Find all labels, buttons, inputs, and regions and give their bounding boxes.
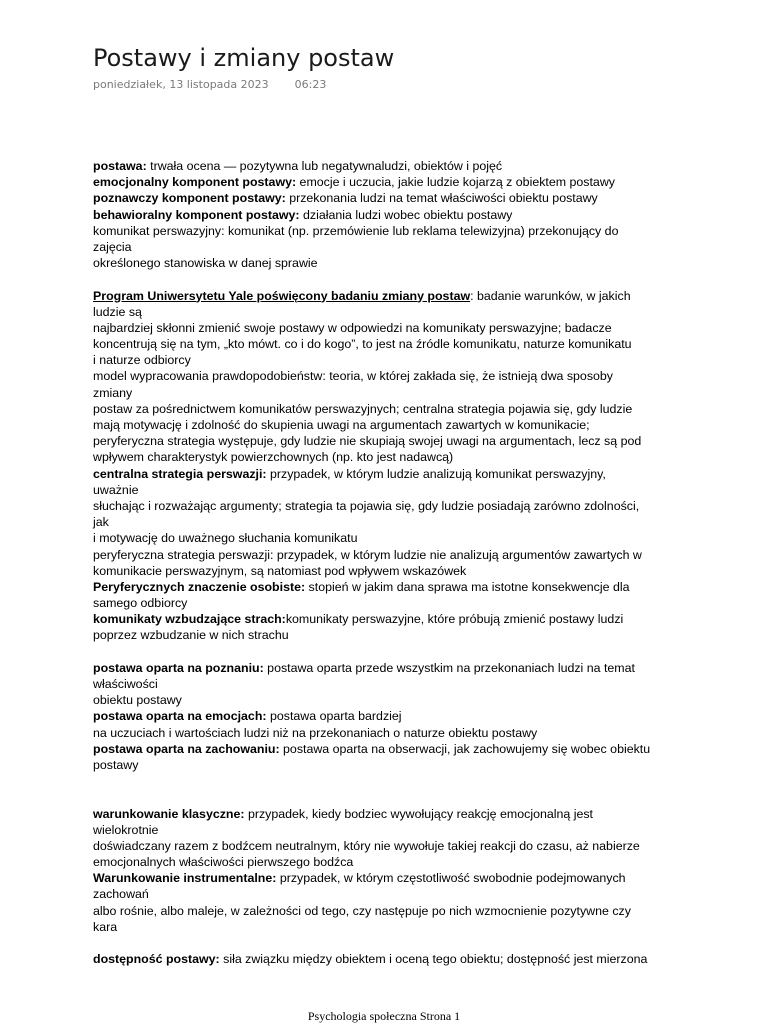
term-label: komunikaty wzbudzające strach: (93, 612, 286, 627)
note-body (93, 158, 683, 967)
line-text: i naturze odbiorcy (93, 353, 191, 368)
term-label: emocjonalny komponent postawy: (93, 175, 297, 190)
text-line (93, 838, 683, 854)
text-line (93, 401, 683, 417)
text-line (93, 223, 683, 239)
line-text: i motywację do uważnego słuchania komunikatu (93, 531, 358, 546)
line-text: samego odbiorcy (93, 596, 188, 611)
text-line (93, 660, 683, 676)
term-label: postawa oparta na zachowaniu: (93, 741, 280, 756)
paragraph-gap (93, 773, 683, 805)
text-line (93, 919, 683, 935)
text-line (93, 741, 683, 757)
term-label: Warunkowanie instrumentalne: (93, 871, 277, 886)
line-text: słuchając i rozważając argumenty; strategia ta pojawia się, gdy ludzie posiadają zarówno zdolności, (93, 498, 640, 513)
text-line (93, 692, 683, 708)
text-line (93, 239, 683, 255)
line-text: doświadczany razem z bodźcem neutralnym, który nie wywołuje takiej reakcji do czasu, aż nabierze (93, 838, 640, 853)
line-text: poprzez wzbudzanie w nich strachu (93, 628, 289, 643)
text-line (93, 725, 683, 741)
text-line (93, 304, 683, 320)
line-text: ludzie są (93, 304, 142, 319)
line-text: komunikaty perswazyjne, które próbują zmienić postawy ludzi (285, 612, 624, 627)
text-line (93, 611, 683, 627)
line-text: uważnie (93, 482, 139, 497)
line-text: kara (93, 919, 118, 934)
line-text: komunikat perswazyjny: komunikat (np. przemówienie lub reklama telewizyjna) przekonujący do (93, 223, 619, 238)
line-text: postawa oparta przede wszystkim na przekonaniach ludzi na temat (263, 660, 635, 675)
text-line (93, 563, 683, 579)
term-label: warunkowanie klasyczne: (93, 806, 245, 821)
term-label: behawioralny komponent postawy: (93, 207, 300, 222)
line-text: mają motywację i zdolność do skupienia uwagi na argumentach zawartych w komunikacie; (93, 418, 590, 432)
text-line (93, 806, 683, 822)
line-text: siła związku między obiektem i oceną tego obiektu; dostępność jest mierzona (219, 952, 648, 967)
line-text: zajęcia (93, 239, 132, 254)
term-label: centralna strategia perswazji: (93, 466, 267, 481)
line-text: zmiany (93, 385, 133, 400)
page-time: 06:23 (294, 78, 327, 91)
text-line (93, 951, 683, 967)
line-text: przypadek, w którym częstotliwość swobodnie podejmowanych (276, 871, 626, 886)
page-date: poniedziałek, 13 listopada 2023 (93, 78, 269, 91)
line-text: : badanie warunków, w jakich (470, 288, 631, 303)
text-line (93, 174, 683, 190)
line-text: najbardziej skłonni zmienić swoje postawy w odpowiedzi na komunikaty perswazyjne; badacze (93, 320, 612, 335)
line-text: wielokrotnie (93, 822, 159, 837)
text-line (93, 288, 683, 304)
term-label: postawa: (93, 159, 147, 173)
text-line (93, 498, 683, 514)
line-text: zachowań (93, 887, 149, 902)
line-text: albo rośnie, albo maleje, w zależności od tego, czy następuje po nich wzmocnienie pozytywne czy (93, 903, 631, 918)
line-text: postawa oparta bardziej (266, 709, 402, 724)
text-line (93, 336, 683, 352)
page-meta (93, 78, 326, 91)
line-text: przypadek, kiedy bodziec wywołujący reakcję emocjonalną jest (244, 806, 594, 821)
term-label: poznawczy komponent postawy: (93, 191, 286, 206)
line-text: trwała ocena — pozytywna lub negatywnaludzi, obiektów i pojęć (146, 159, 503, 173)
line-text: przypadek, w którym ludzie analizują komunikat perswazyjny, (266, 466, 606, 481)
text-line (93, 579, 683, 595)
text-line (93, 352, 683, 368)
text-line (93, 547, 683, 563)
line-text: wpływem charakterystyk powierzchownych (np. kto jest nadawcą) (93, 450, 454, 465)
line-text: postawa oparta na obserwacji, jak zachowujemy się wobec obiektu (279, 741, 651, 756)
page-title: Postawy i zmiany postaw (93, 44, 395, 72)
paragraph-gap (93, 935, 683, 951)
line-text: peryferyczna strategia występuje, gdy ludzie nie skupiają swojej uwagi na argumentach, lecz są pod (93, 434, 642, 449)
text-line (93, 368, 683, 384)
text-line (93, 676, 683, 692)
line-text: emocjonalnych właściwości pierwszego bodźca (93, 855, 354, 870)
text-line (93, 903, 683, 919)
paragraph-gap (93, 644, 683, 660)
text-line (93, 385, 683, 401)
term-label: postawa oparta na emocjach: (93, 709, 267, 724)
text-line (93, 595, 683, 611)
text-line (93, 530, 683, 546)
term-label: dostępność postawy: (93, 952, 220, 967)
page-footer: Psychologia społeczna Strona 1 (307, 1009, 461, 1023)
text-line (93, 466, 683, 482)
line-text: postawy (93, 757, 139, 772)
text-line (93, 433, 683, 449)
line-text: komunikacie perswazyjnym, są natomiast pod wpływem wskazówek (93, 563, 467, 578)
text-line (93, 190, 683, 206)
text-line (93, 207, 683, 223)
text-line (93, 417, 683, 433)
line-text: peryferyczna strategia perswazji: przypadek, w którym ludzie nie analizują argumentów zawartych w (93, 547, 642, 562)
line-text: postaw za pośrednictwem komunikatów perswazyjnych; centralna strategia pojawia się, gdy ludzie (93, 401, 633, 416)
text-line (93, 320, 683, 336)
text-line (93, 482, 683, 498)
line-text: właściwości (93, 677, 158, 691)
text-line (93, 886, 683, 902)
term-label: postawa oparta na poznaniu: (93, 660, 264, 675)
line-text: określonego stanowiska w danej sprawie (93, 256, 318, 271)
line-text: stopień w jakim dana sprawa ma istotne konsekwencje dla (305, 579, 630, 594)
text-line (93, 854, 683, 870)
text-line (93, 449, 683, 465)
line-text: emocje i uczucia, jakie ludzie kojarzą z obiektem postawy (296, 175, 615, 190)
text-line (93, 514, 683, 530)
term-label-underlined: Program Uniwersytetu Yale poświęcony badaniu zmiany postaw (93, 288, 471, 303)
text-line (93, 627, 683, 643)
line-text: przekonania ludzi na temat właściwości obiektu postawy (285, 191, 598, 206)
text-line (93, 757, 683, 773)
line-text: działania ludzi wobec obiektu postawy (299, 207, 513, 222)
text-line (93, 708, 683, 724)
line-text: jak (93, 515, 109, 530)
text-line (93, 822, 683, 838)
term-label: Peryferycznych znaczenie osobiste: (93, 579, 306, 594)
line-text: na uczuciach i wartościach ludzi niż na przekonaniach o naturze obiektu postawy (93, 725, 538, 740)
text-line (93, 158, 683, 174)
text-line (93, 870, 683, 886)
line-text: koncentrują się na tym, „kto mówt. co i do kogo”, to jest na źródle komunikatu, naturze komunikatu (93, 337, 632, 352)
text-line (93, 255, 683, 271)
line-text: model wypracowania prawdopodobieństw: teoria, w której zakłada się, że istnieją dwa sposoby (93, 369, 613, 384)
line-text: obiektu postawy (93, 693, 182, 708)
paragraph-gap (93, 271, 683, 287)
